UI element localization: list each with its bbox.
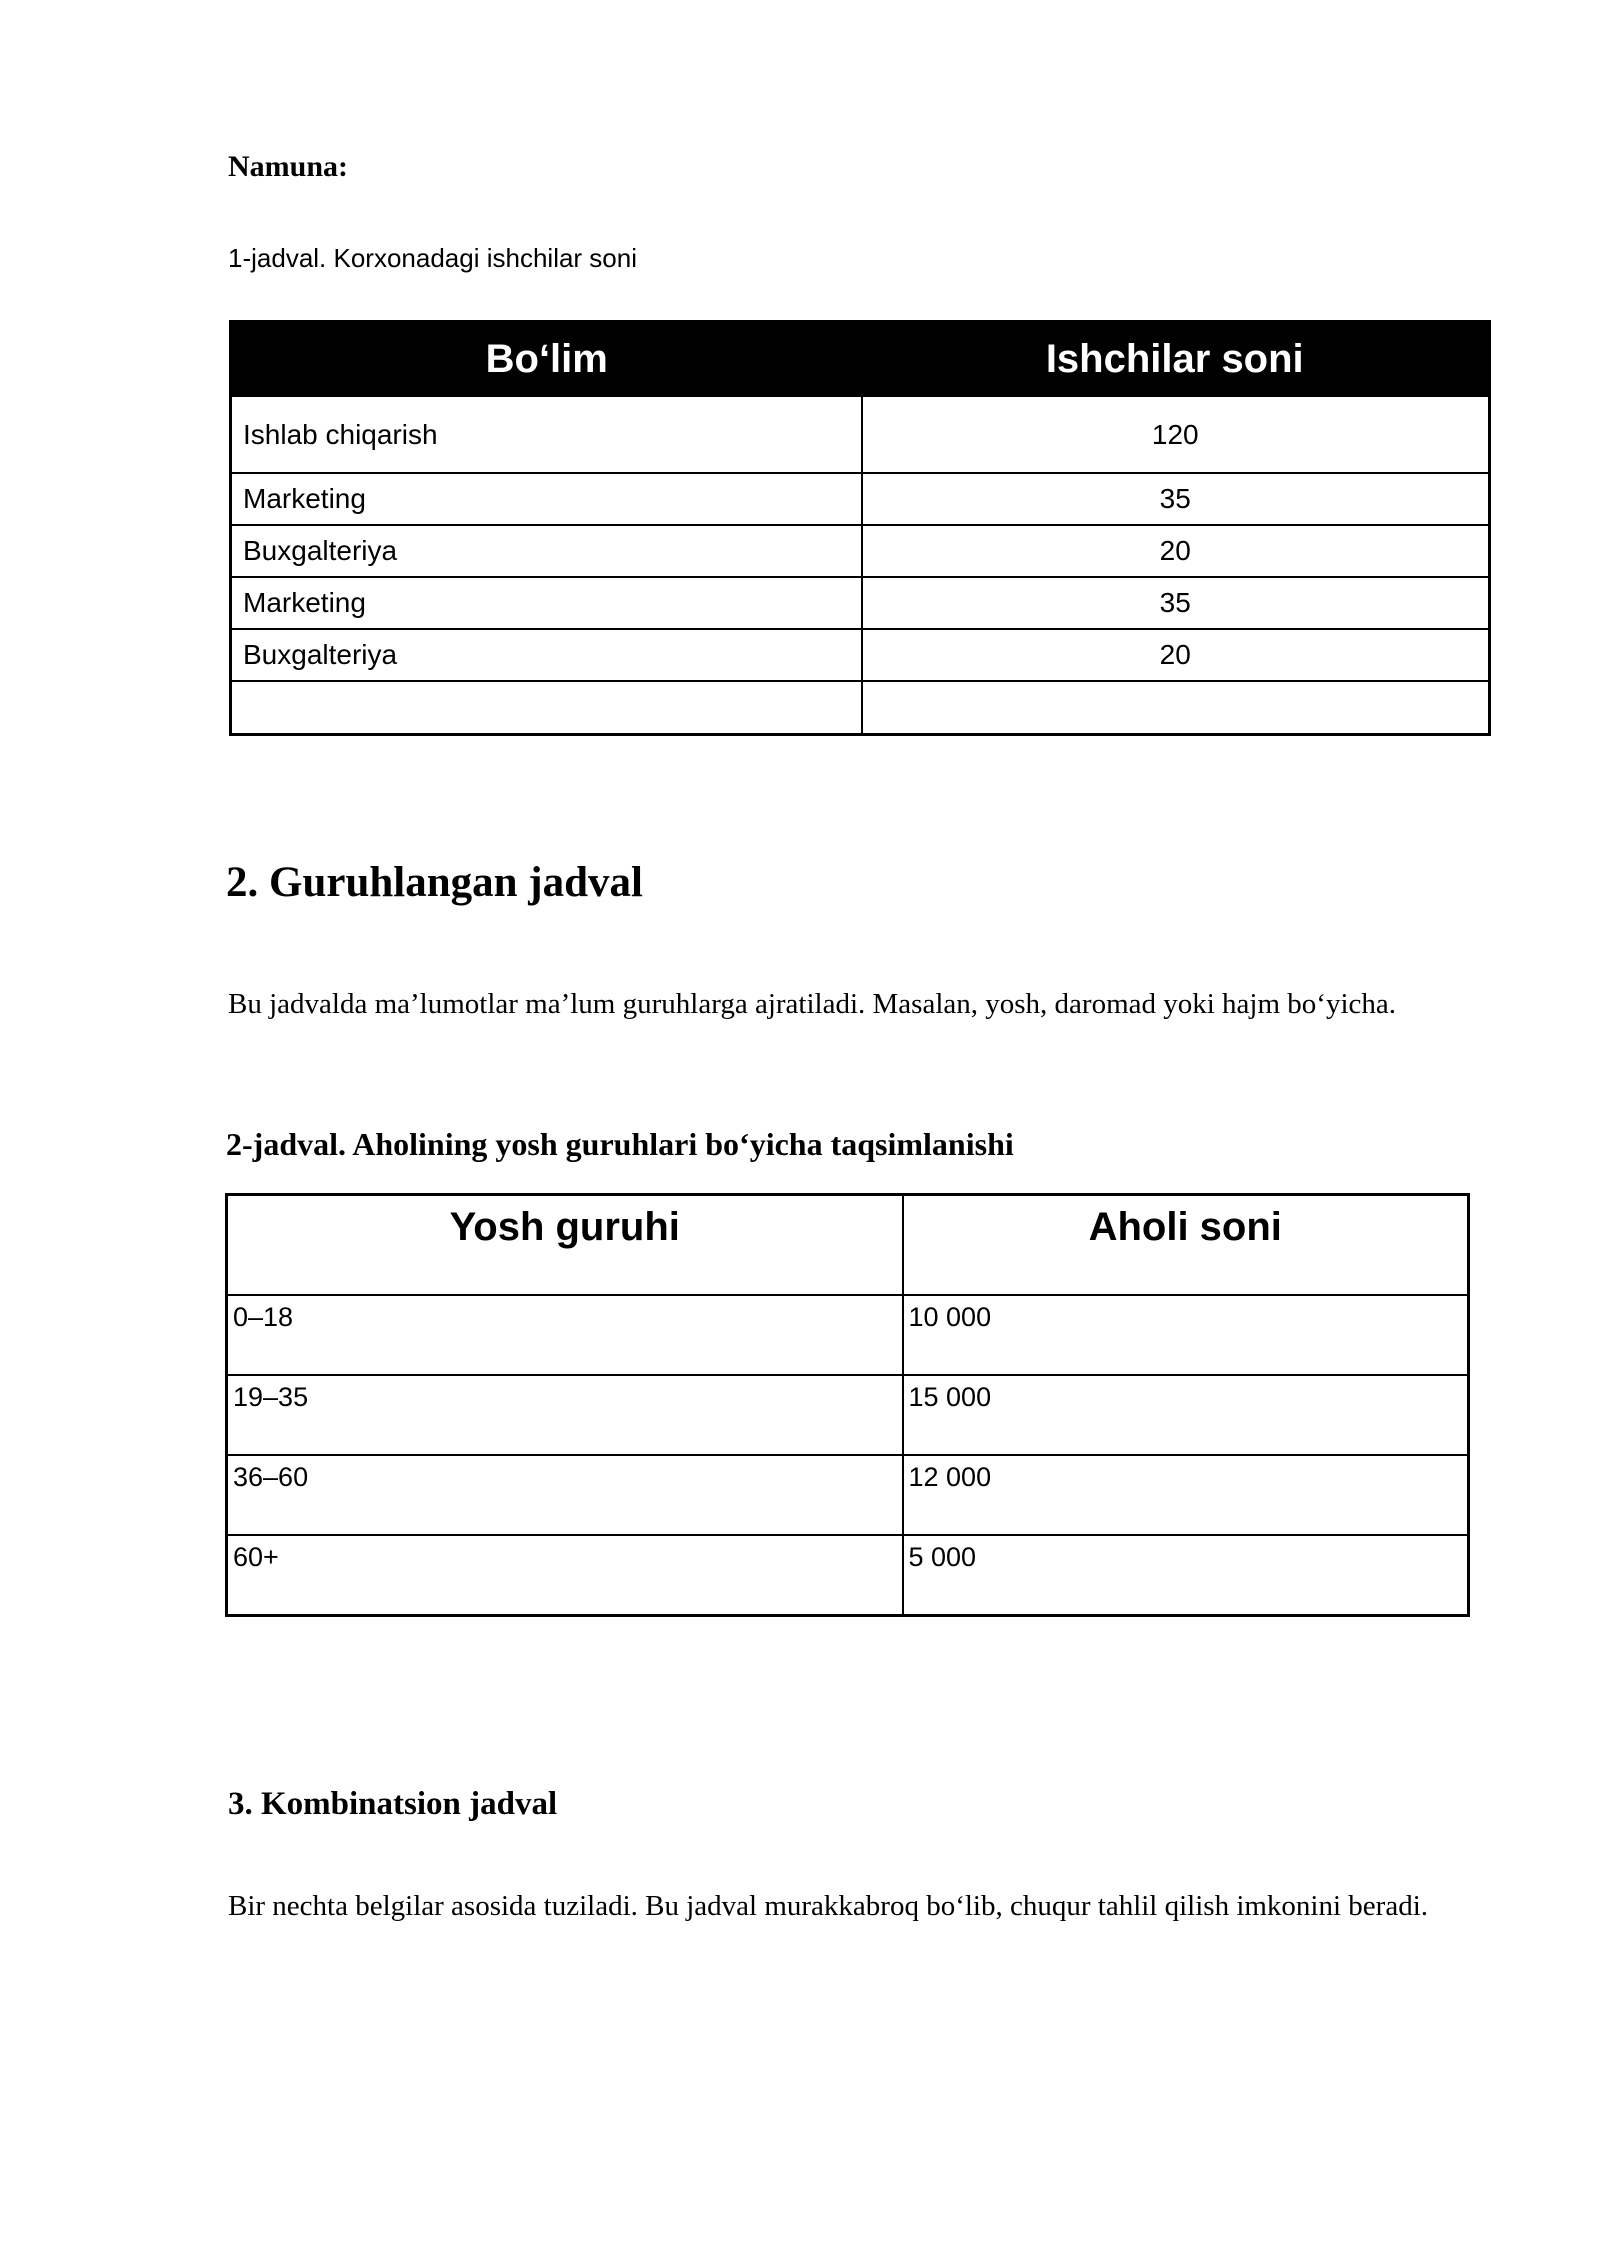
table-cell-count: 35 — [862, 473, 1490, 525]
table-cell-department: Marketing — [231, 473, 862, 525]
table-cell-age-group: 36–60 — [227, 1455, 903, 1535]
table-row — [227, 1295, 1469, 1375]
table-cell-population: 15 000 — [903, 1375, 1469, 1455]
age-table-header-group: Yosh guruhi — [227, 1195, 903, 1296]
sample-label: Namuna: — [228, 150, 349, 183]
table-cell-count: 120 — [862, 396, 1490, 473]
table-cell-count: 35 — [862, 577, 1490, 629]
table-cell-population: 10 000 — [903, 1295, 1469, 1375]
table-row-empty — [231, 681, 1490, 735]
workers-table-header-row — [231, 322, 1490, 397]
table-row — [231, 396, 1490, 473]
table-cell-department: Marketing — [231, 577, 862, 629]
workers-table-header-soni: Ishchilar soni — [862, 322, 1490, 397]
age-table-header-population: Aholi soni — [903, 1195, 1469, 1296]
table-row — [227, 1535, 1469, 1616]
age-table — [225, 1193, 1470, 1617]
table-cell-department: Buxgalteriya — [231, 629, 862, 681]
age-table-header-row — [227, 1195, 1469, 1296]
table-cell-count: 20 — [862, 629, 1490, 681]
table-cell-age-group: 0–18 — [227, 1295, 903, 1375]
table-cell-population: 12 000 — [903, 1455, 1469, 1535]
table-row — [227, 1455, 1469, 1535]
table2-caption: 2-jadval. Aholining yosh guruhlari boʻyicha taqsimlanishi — [226, 1126, 1014, 1162]
table-row — [231, 525, 1490, 577]
table-row — [227, 1375, 1469, 1455]
table-cell-count: 20 — [862, 525, 1490, 577]
workers-table-header-bolim: Boʻlim — [231, 322, 862, 397]
table-cell-population: 5 000 — [903, 1535, 1469, 1616]
section2-paragraph: Bu jadvalda ma’lumotlar ma’lum guruhlarga ajratiladi. Masalan, yosh, daromad yoki hajm boʻyicha. — [228, 988, 1397, 1020]
table-cell-department — [231, 681, 862, 735]
table-row — [231, 577, 1490, 629]
table-cell-department: Ishlab chiqarish — [231, 396, 862, 473]
section3-heading: 3. Kombinatsion jadval — [228, 1786, 558, 1822]
section2-heading: 2. Guruhlangan jadval — [226, 859, 643, 906]
table-cell-age-group: 19–35 — [227, 1375, 903, 1455]
table-row — [231, 629, 1490, 681]
section3-paragraph: Bir nechta belgilar asosida tuziladi. Bu jadval murakkabroq boʻlib, chuqur tahlil qilish imkonini beradi. — [228, 1890, 1429, 1922]
table-cell-count — [862, 681, 1490, 735]
table-row — [231, 473, 1490, 525]
table1-caption: 1-jadval. Korxonadagi ishchilar soni — [228, 243, 638, 273]
table-cell-department: Buxgalteriya — [231, 525, 862, 577]
table-cell-age-group: 60+ — [227, 1535, 903, 1616]
workers-table — [229, 320, 1491, 736]
